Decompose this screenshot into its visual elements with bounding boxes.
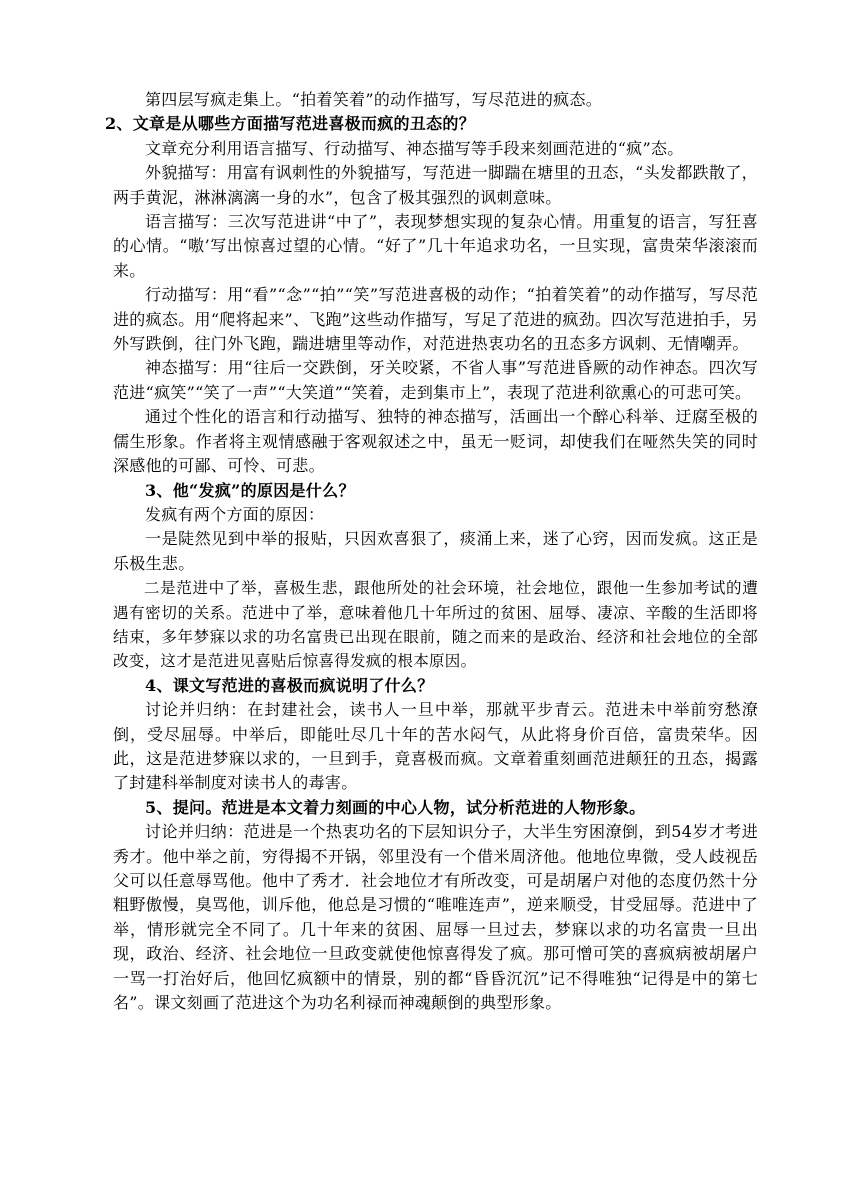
paragraph-discussion-4: 讨论并归纳：在封建社会，读书人一旦中举，那就平步青云。范进未中举前穷愁潦倒，受尽屈辱。中举后，即能吐尽几十年的苦水闷气，从此将身价百倍，富贵荣华。因此，这是范进梦寐以求的，一旦到手，竟喜极而疯。文章着重刻画范进颠狂的丑态，揭露了封建科举制度对读书人的毒害。	[113, 700, 758, 793]
question-3-heading: 3、他“发疯”的原因是什么？	[145, 480, 355, 500]
paragraph-summary: 通过个性化的语言和行动描写、独特的神态描写，活画出一个醉心科举、迂腐至极的儒生形象。作者将主观情感融于客观叙述之中，虽无一贬词，却使我们在哑然失笑的同时深感他的可鄙、可怜、可悲。	[113, 407, 758, 476]
paragraph-language: 语言描写：三次写范进讲“中了”，表现梦想实现的复杂心情。用重复的语言，写狂喜的心情。“嗷’写出惊喜过望的心情。“好了”几十年追求功名，一旦实现，富贵荣华滚滚而来。	[113, 212, 758, 280]
paragraph-discussion-5: 讨论并归纳：范进是一个热衷功名的下层知识分子，大半生穷困潦倒，到54岁才考进秀才。他中举之前，穷得揭不开锅，邻里没有一个借米周济他。他地位卑微，受人歧视岳父可以任意辱骂他。他中了秀才．社会地位才有所改变，可是胡屠户对他的态度仍然十分粗野傲慢，臭骂他，训斥他，他总是习惯的“唯唯连声”，逆来顺受，甘受屈辱。范进中了举，情形就完全不同了。几十年来的贫困、屈辱一旦过去，梦寐以求的功名富贵一旦出现，政治、经济、社会地位一旦政变就使他惊喜得发了疯。那可憎可笑的喜疯病被胡屠户一骂一打治好后，他回忆疯额中的情景，别的都“昏昏沉沉”记不得唯独“记得是中的第七名”。课文刻画了范进这个为功名利禄而神魂颠倒的典型形象。	[113, 822, 758, 1013]
paragraph-expression: 神态描写：用“往后一交跌倒，牙关咬紧，不省人事”写范进昏厥的动作神态。四次写范进“疯笑”“笑了一声”“大笑道”“笑着，走到集市上”，表现了范进利欲熏心的可悲可笑。	[113, 358, 758, 402]
question-2-heading: 2、文章是从哪些方面描写范进喜极而疯的丑态的？	[105, 114, 476, 134]
paragraph-reasons-intro: 发疯有两个方面的原因：	[145, 504, 325, 524]
paragraph-reason-one: 一是陡然见到中举的报贴，只因欢喜狠了，痰涌上来，迷了心窍，因而发疯。这正是乐极生悲。	[113, 529, 758, 573]
document-body	[105, 88, 758, 1015]
paragraph-reason-two: 二是范进中了举，喜极生悲，跟他所处的社会环境，社会地位，跟他一生参加考试的遭遇有密切的关系。范进中了举，意味着他几十年所过的贫困、屈辱、凄凉、辛酸的生活即将结束，多年梦寐以求的功名富贵已出现在眼前，随之而来的是政治、经济和社会地位的全部改变，这才是范进见喜贴后惊喜得发疯的根本原因。	[113, 579, 758, 671]
paragraph-overview: 文章充分利用语言描写、行动描写、神态描写等手段来刻画范进的“疯”态。	[145, 138, 684, 158]
paragraph-appearance: 外貌描写：用富有讽刺性的外貌描写，写范进一脚踹在塘里的丑态，“头发都跌散了，两手黄泥，淋淋漓漓一身的水”，包含了极其强烈的讽刺意味。	[113, 163, 758, 207]
paragraph-fourth-layer: 第四层写疯走集上。“拍着笑着”的动作描写，写尽范进的疯态。	[145, 90, 603, 109]
question-5-heading: 5、提问。范进是本文着力刻画的中心人物，试分析范进的人物形象。	[145, 797, 646, 817]
paragraph-action: 行动描写：用“看”“念”“拍”“笑”写范进喜极的动作；“拍着笑着”的动作描写，写尽范进的疯态。用“爬将起来”、飞跑”这些动作描写，写足了范进的疯劲。四次写范进拍手，另外写跌倒，往门外飞跑，踹进塘里等动作，对范进热衷功名的丑态多方讽刺、无情嘲弄。	[113, 285, 758, 354]
question-4-heading: 4、课文写范进的喜极而疯说明了什么？	[145, 675, 434, 695]
